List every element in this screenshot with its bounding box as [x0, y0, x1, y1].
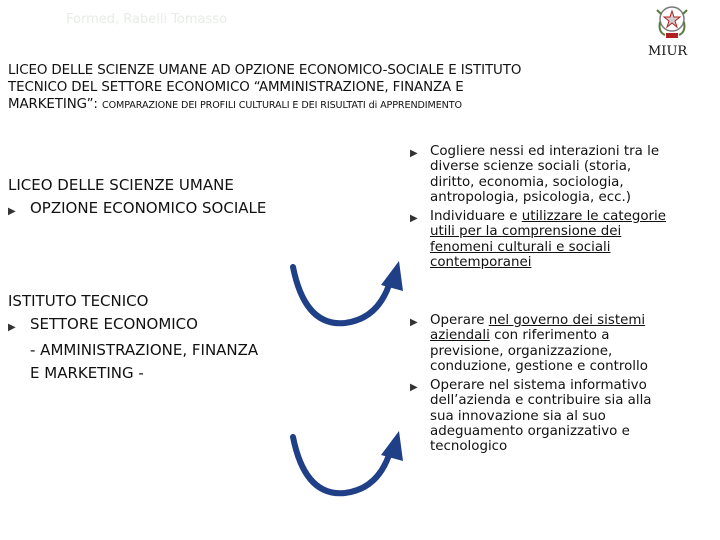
liceo-outcomes: [410, 144, 710, 270]
curved-arrow-icon: [285, 425, 405, 505]
text-segment: Individuare e: [430, 209, 522, 225]
text-line: diritto, economia, sociologia,: [430, 174, 624, 190]
text-line: tecnologico: [430, 439, 508, 455]
text-line: utili per la comprensione dei: [430, 224, 622, 240]
right-triangle-icon: ▶: [410, 382, 418, 394]
istituto-item-cont-2: E MARKETING -: [30, 364, 144, 382]
title-line-2: TECNICO DEL SETTORE ECONOMICO “AMMINISTRAZIONE, FINANZA E: [8, 80, 464, 95]
istituto-item-label: SETTORE ECONOMICO: [30, 315, 198, 333]
istituto-item: [8, 313, 258, 339]
right-triangle-icon: ▶: [410, 148, 418, 159]
text-line: antropologia, psicologia, ecc.): [430, 189, 631, 205]
text-segment-underlined: nel governo dei sistemi: [488, 313, 646, 328]
page-title: [8, 62, 608, 114]
text-line: sua innovazione sia al suo: [430, 408, 606, 424]
right-triangle-icon: ▶: [8, 206, 16, 217]
text-segment: Operare: [430, 313, 489, 328]
liceo-heading: LICEO DELLE SCIENZE UMANE: [8, 176, 234, 194]
text-segment: con riferimento a: [489, 328, 610, 344]
liceo-block: [8, 174, 266, 223]
text-line: [430, 209, 666, 224]
title-line-3: [8, 96, 608, 114]
text-line: [430, 328, 648, 343]
istituto-block: [8, 290, 258, 385]
istituto-outcomes: [410, 313, 710, 455]
italian-emblem-icon: [655, 2, 689, 40]
text-segment-underlined: utilizzare le categorie: [521, 209, 666, 225]
right-triangle-icon: ▶: [8, 322, 16, 333]
liceo-outcome-1: [410, 144, 710, 205]
curved-arrow-icon: [285, 255, 405, 335]
right-triangle-icon: ▶: [410, 317, 418, 328]
text-line: contemporanei: [430, 255, 532, 271]
istituto-outcome-1: [410, 313, 710, 374]
text-line: previsione, organizzazione,: [430, 343, 613, 359]
text-segment-underlined: aziendali: [430, 328, 490, 344]
liceo-item-label: OPZIONE ECONOMICO SOCIALE: [30, 199, 267, 217]
liceo-outcome-2: [410, 209, 710, 270]
text-line: Cogliere nessi ed interazioni tra le: [430, 144, 660, 159]
text-line: [430, 313, 648, 328]
title-subtitle: COMPARAZIONE DEI PROFILI CULTURALI E DEI RISULTATI di APPRENDIMENTO: [102, 100, 462, 111]
miur-label: MIUR: [648, 44, 688, 59]
right-triangle-icon: ▶: [410, 213, 418, 225]
istituto-outcome-2: [410, 378, 710, 454]
text-line: diverse scienze sociali (storia,: [430, 159, 632, 175]
text-line: conduzione, gestione e controllo: [430, 358, 648, 374]
istituto-item-cont-1: - AMMINISTRAZIONE, FINANZA: [30, 341, 259, 359]
title-line-3-main: MARKETING”:: [8, 97, 102, 112]
title-line-1: LICEO DELLE SCIENZE UMANE AD OPZIONE ECONOMICO-SOCIALE E ISTITUTO: [8, 63, 522, 78]
text-line: adeguamento organizzativo e: [430, 424, 630, 440]
liceo-item: [8, 197, 266, 223]
header-faint-text: Formed, Rabelli Tomasso: [66, 12, 228, 27]
istituto-heading: ISTITUTO TECNICO: [8, 292, 149, 310]
text-line: fenomeni culturali e sociali: [430, 239, 611, 255]
text-line: Operare nel sistema informativo: [430, 378, 647, 394]
text-line: dell’azienda e contribuire sia alla: [430, 393, 652, 409]
